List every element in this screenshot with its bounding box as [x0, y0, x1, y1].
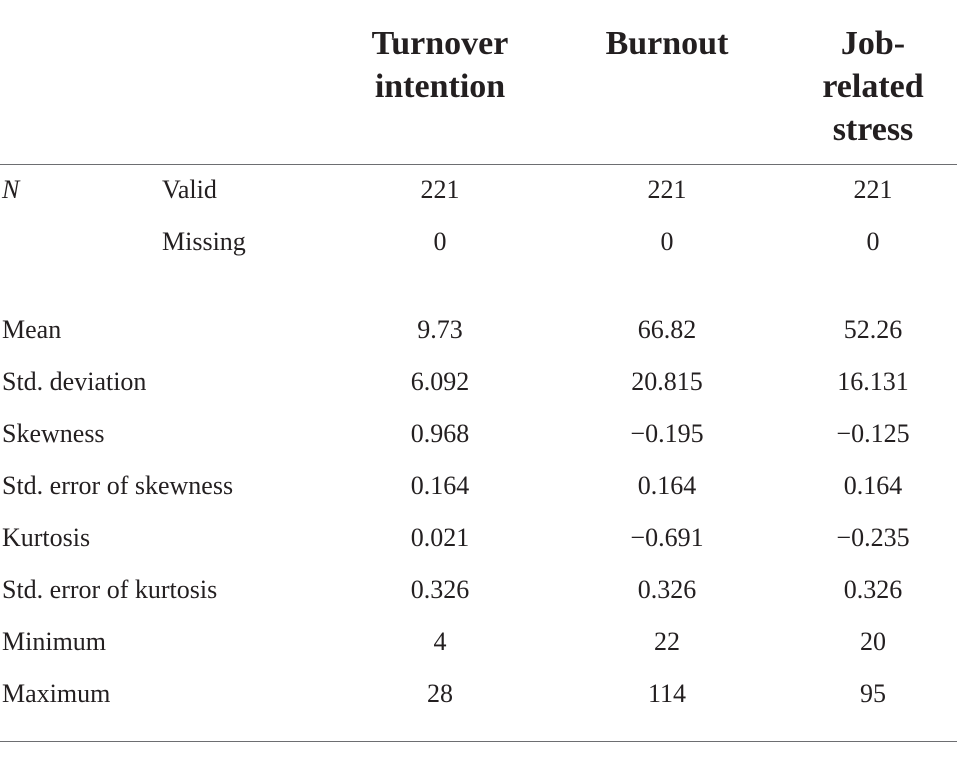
- cell-job-related-stress: 20: [860, 627, 886, 656]
- column-header-turnover-intention: Turnover intention: [371, 25, 509, 105]
- cell-job-related-stress: 0.326: [843, 575, 903, 604]
- table-row: [0, 674, 957, 714]
- cell-turnover-intention: 6.092: [410, 367, 470, 396]
- cell-job-related-stress: 221: [853, 175, 893, 204]
- row-label: Mean: [2, 315, 62, 344]
- cell-turnover-intention: 0.968: [410, 419, 470, 448]
- cell-job-related-stress: −0.125: [836, 419, 910, 448]
- cell-turnover-intention: 0: [433, 227, 447, 256]
- cell-burnout: 0.326: [637, 575, 697, 604]
- cell-turnover-intention: 0.326: [410, 575, 470, 604]
- cell-job-related-stress: 95: [860, 679, 886, 708]
- table-row: [0, 362, 957, 402]
- row-label: Std. deviation: [2, 367, 147, 396]
- cell-turnover-intention: 0.021: [410, 523, 470, 552]
- cell-burnout: −0.195: [630, 419, 704, 448]
- table-row: [0, 414, 957, 454]
- row-label: Kurtosis: [2, 523, 91, 552]
- cell-burnout: 20.815: [631, 367, 703, 396]
- table-header: [0, 0, 957, 164]
- cell-job-related-stress: 52.26: [843, 315, 903, 344]
- table-row: [0, 570, 957, 610]
- cell-turnover-intention: 0.164: [410, 471, 470, 500]
- cell-job-related-stress: 0: [866, 227, 880, 256]
- table-bottom-divider: [0, 741, 957, 742]
- cell-burnout: 66.82: [637, 315, 697, 344]
- table-row: [0, 222, 957, 262]
- cell-burnout: 0: [660, 227, 674, 256]
- row-sublabel: Missing: [162, 227, 246, 256]
- row-label: Skewness: [2, 419, 105, 448]
- cell-job-related-stress: −0.235: [836, 523, 910, 552]
- table-row: [0, 310, 957, 350]
- cell-job-related-stress: 16.131: [837, 367, 909, 396]
- row-sublabel: Valid: [162, 175, 217, 204]
- row-label: Minimum: [2, 627, 107, 656]
- table-row: [0, 170, 957, 210]
- cell-turnover-intention: 4: [433, 627, 447, 656]
- cell-burnout: 0.164: [637, 471, 697, 500]
- table-row: [0, 466, 957, 506]
- table-row: [0, 518, 957, 558]
- cell-turnover-intention: 9.73: [417, 315, 463, 344]
- cell-turnover-intention: 221: [420, 175, 460, 204]
- cell-turnover-intention: 28: [427, 679, 453, 708]
- row-label: N: [2, 175, 20, 204]
- cell-job-related-stress: 0.164: [843, 471, 903, 500]
- row-label: Maximum: [2, 679, 111, 708]
- cell-burnout: −0.691: [630, 523, 704, 552]
- row-label: Std. error of kurtosis: [2, 575, 218, 604]
- column-header-job-related-stress: Job- related stress: [822, 25, 924, 148]
- row-label: Std. error of skewness: [2, 471, 234, 500]
- column-header-burnout: Burnout: [605, 25, 729, 62]
- cell-burnout: 22: [654, 627, 680, 656]
- cell-burnout: 114: [647, 679, 687, 708]
- table-row: [0, 622, 957, 662]
- cell-burnout: 221: [647, 175, 687, 204]
- header-divider: [0, 164, 957, 165]
